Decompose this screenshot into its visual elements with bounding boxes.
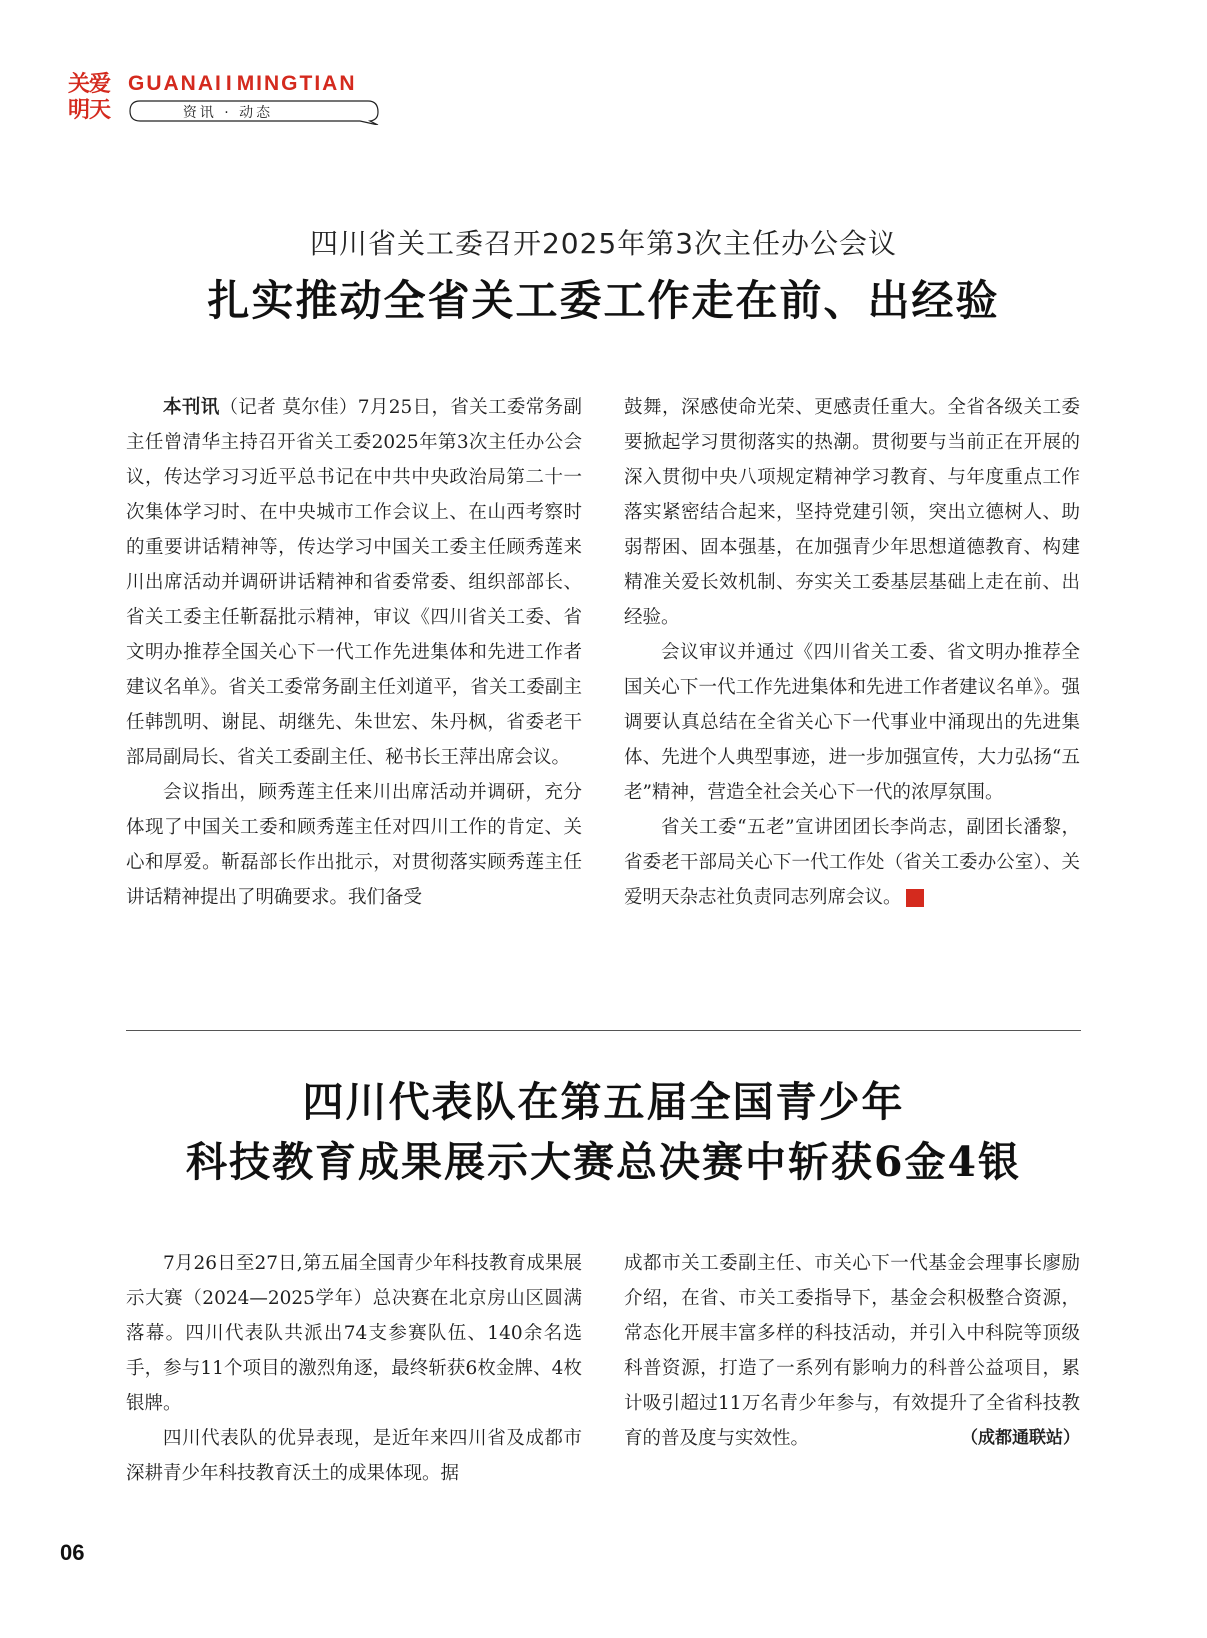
section-label: 资讯 · 动态 <box>182 105 274 121</box>
page-number: 06 <box>60 1540 85 1565</box>
byline: （记者 莫尔佳） <box>219 397 358 418</box>
article2-column-right <box>624 1246 1080 1456</box>
article2-title <box>0 1072 1207 1192</box>
section-divider <box>126 1030 1081 1031</box>
logo-english <box>128 72 357 96</box>
magazine-header <box>68 72 388 132</box>
article1-paragraph: 会议指出，顾秀莲主任来川出席活动并调研，充分体现了中国关工委和顾秀莲主任对四川工作的肯定、关心和厚爱。靳磊部长作出批示，对贯彻落实顾秀莲主任讲话精神提出了明确要求。我们备受 <box>126 782 582 908</box>
article2-paragraph: 7月26日至27日,第五届全国青少年科技教育成果展示大赛（2024—2025学年）总决赛在北京房山区圆满落幕。四川代表队共派出74支参赛队伍、140余名选手，参与11个项目的激烈角逐，最终斩获6枚金牌、4枚银牌。 <box>126 1253 582 1414</box>
article2-title-line-2: 科技教育成果展示大赛总决赛中斩获6金4银 <box>185 1138 1022 1186</box>
logo-line-2: 明天 <box>68 98 111 123</box>
article2-title-line-1: 四川代表队在第五届全国青少年 <box>302 1078 905 1126</box>
paragraph-text: 省关工委“五老”宣讲团团长李尚志，副团长潘黎，省委老干部局关心下一代工作处（省关工委办公室）、关爱明天杂志社负责同志列席会议。 <box>624 817 1080 908</box>
article1-column-right <box>624 390 1080 915</box>
end-mark-icon: 关 <box>906 889 924 907</box>
article2-column-left <box>126 1246 582 1491</box>
logo-en-separator: I <box>225 72 234 95</box>
logo-en-right: MINGTIAN <box>236 72 357 95</box>
article1-paragraph: 会议审议并通过《四川省关工委、省文明办推荐全国关心下一代工作先进集体和先进工作者建议名单》。强调要认真总结在全省关心下一代事业中涌现出的先进集体、先进个人典型事迹，进一步加强宣传，大力弘扬“五老”精神，营造全社会关心下一代的浓厚氛围。 <box>624 642 1080 803</box>
article1-column-left <box>126 390 582 915</box>
lead-tag: 本刊讯 <box>163 397 220 418</box>
paragraph-text: 7月25日，省关工委常务副主任曾清华主持召开省关工委2025年第3次主任办公会议，传达学习习近平总书记在中共中央政治局第二十一次集体学习时、在中央城市工作会议上、在山西考察时的重要讲话精神等，传达学习中国关工委主任顾秀莲来川出席活动并调研讲话精神和省委常委、组织部部长、省关工委主任靳磊批示精神，审议《四川省关工委、省文明办推荐全国关心下一代工作先进集体和先进工作者建议名单》。省关工委常务副主任刘道平，省关工委副主任韩凯明、谢昆、胡继先、朱世宏、朱丹枫，省委老干部局副局长、省关工委副主任、秘书长王萍出席会议。 <box>126 397 582 768</box>
article2-paragraph: 成都市关工委副主任、市关心下一代基金会理事长廖励介绍，在省、市关工委指导下，基金会积极整合资源，常态化开展丰富多样的科技活动，并引入中科院等顶级科普资源，打造了一系列有影响力的科普公益项目，累计吸引超过11万名青少年参与，有效提升了全省科技教育的普及度与实效性。 <box>624 1253 1080 1449</box>
article2-source: （成都通联站） <box>961 1428 1080 1448</box>
logo-line-1: 关爱 <box>68 72 111 97</box>
article1-paragraph <box>624 810 1080 915</box>
logo <box>68 72 118 124</box>
section-badge <box>128 100 383 125</box>
logo-en-left: GUANAI <box>128 72 223 95</box>
article1-paragraph: 鼓舞，深感使命光荣、更感责任重大。全省各级关工委要掀起学习贯彻落实的热潮。贯彻要与当前正在开展的深入贯彻中央八项规定精神学习教育、与年度重点工作落实紧密结合起来，坚持党建引领，突出立德树人、助弱帮困、固本强基，在加强青少年思想道德教育、构建精准关爱长效机制、夯实关工委基层基础上走在前、出经验。 <box>624 397 1080 628</box>
article1-paragraph <box>126 390 582 775</box>
article2-paragraph: 四川代表队的优异表现，是近年来四川省及成都市深耕青少年科技教育沃土的成果体现。据 <box>126 1428 582 1484</box>
article1-title: 扎实推动全省关工委工作走在前、出经验 <box>207 276 1000 325</box>
article1-subtitle: 四川省关工委召开2025年第3次主任办公会议 <box>309 227 898 260</box>
